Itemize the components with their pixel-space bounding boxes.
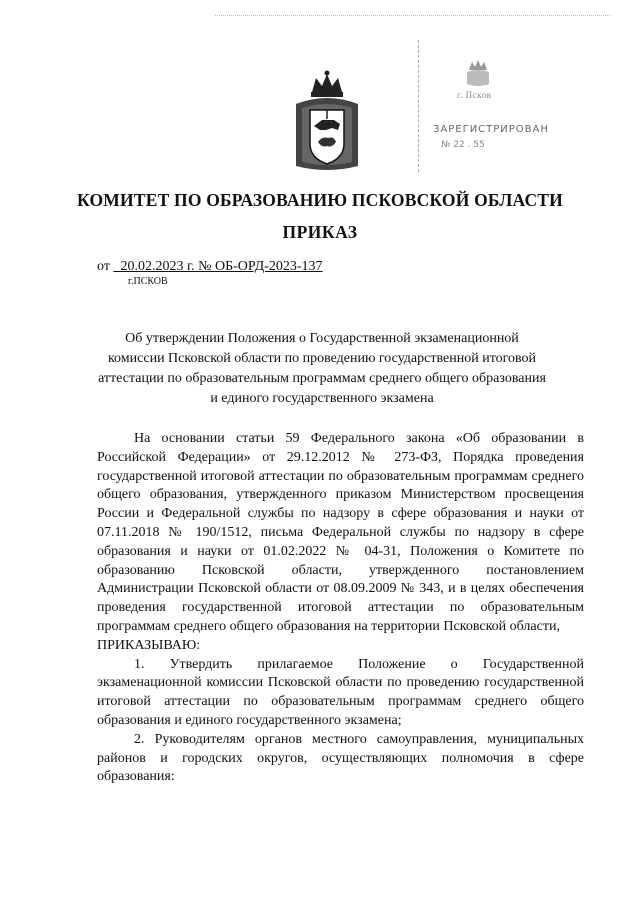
order-date: 20.02.2023 г.	[120, 259, 195, 274]
stamp-registered: ЗАРЕГИСТРИРОВАН	[433, 124, 549, 135]
city-label: г.ПСКОВ	[128, 276, 168, 287]
registration-line	[97, 259, 323, 275]
stamp-number: № 22 . 55	[441, 140, 485, 150]
item-2-paragraph: 2. Руководителям органов местного самоуправления, муниципальных районов и городских округов, осуществляющих полномочия в сфере образования:	[97, 731, 584, 785]
registration-stamp	[418, 40, 609, 172]
top-dotted-line	[215, 15, 610, 16]
organization-name: КОМИТЕТ ПО ОБРАЗОВАНИЮ ПСКОВСКОЙ ОБЛАСТИ	[77, 190, 563, 210]
command-word: ПРИКАЗЫВАЮ:	[97, 637, 201, 653]
date-prefix: от	[97, 259, 110, 274]
document-type: ПРИКАЗ	[282, 222, 358, 242]
order-number: ОБ-ОРД-2023-137	[214, 259, 323, 274]
document-subject: Об утверждении Положения о Государственной экзаменационной комиссии Псковской области по проведению государственной итоговой аттестации по образовательным программам среднего общего образования и единого государственного экзамена	[98, 331, 546, 406]
number-sign: №	[198, 259, 212, 274]
item-1-paragraph: 1. Утвердить прилагаемое Положение о Государственной экзаменационной комиссии Псковской области по проведению государственной итоговой аттестации по образовательным программам среднего общего образования и единого государственного экзамена;	[97, 656, 584, 728]
stamp-crest-icon	[461, 58, 495, 88]
stamp-city: г. Псков	[457, 90, 492, 100]
document-body	[97, 430, 584, 787]
order-date-wrap	[113, 259, 322, 274]
pskov-coat-of-arms-icon	[292, 70, 362, 176]
preamble-paragraph: На основании статьи 59 Федерального закона «Об образовании в Российской Федерации» от 29.12.2012 № 273-ФЗ, Порядка проведения государственной итоговой аттестации по образовательным программам среднего общего образования, утвержденного приказом Министерством просвещения России и Федеральной службы по надзору в сфере образования и науки от 07.11.2018 № 190/1512, письма Федеральной службы по надзору в сфере образования и науки от 01.02.2022 № 04-31, Положения о Комитете по образованию Псковской области, утвержденного постановлением Администрации Псковской области от 08.09.2009 № 343, и в целях обеспечения проведения государственной итоговой аттестации по образовательным программам среднего общего образования на территории Псковской области,	[97, 431, 584, 634]
